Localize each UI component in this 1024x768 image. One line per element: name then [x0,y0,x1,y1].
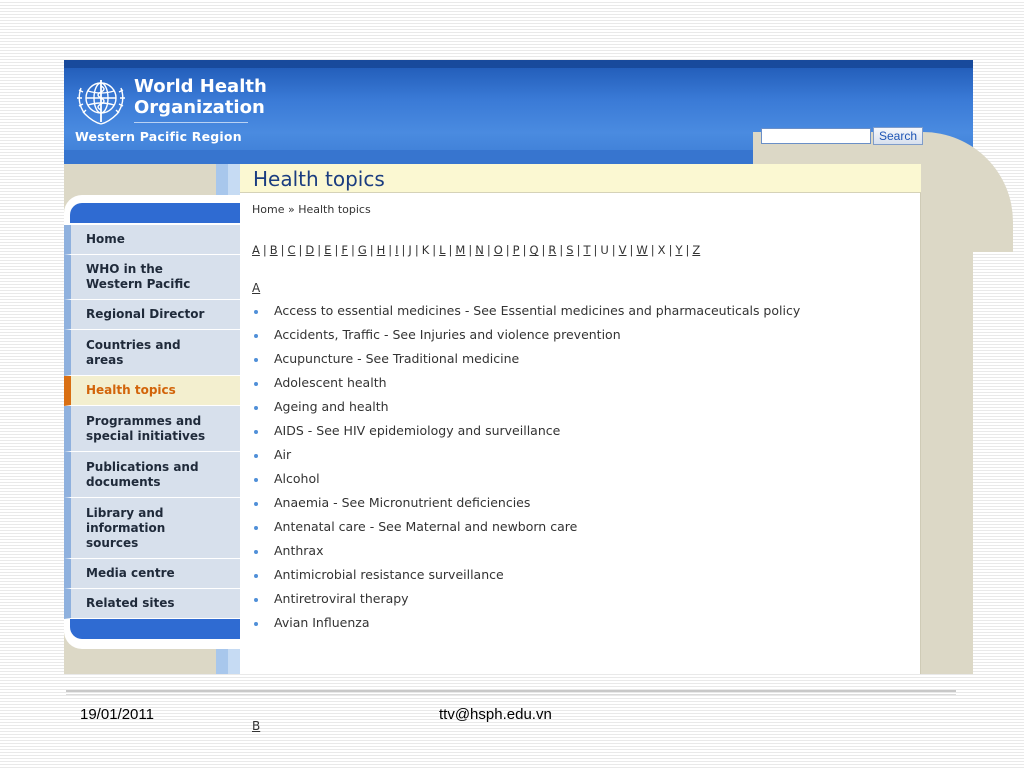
topic-link[interactable]: Antenatal care - See Maternal and newborn care [252,515,800,539]
letter-separator: | [298,243,303,257]
letter-separator: | [468,243,473,257]
letter-separator: | [448,243,453,257]
section-heading-a[interactable]: A [252,281,261,295]
letter-link-a[interactable]: A [252,243,260,257]
letter-link-y[interactable]: Y [675,243,683,257]
region-name: Western Pacific Region [75,129,242,144]
sidebar-item-health-topics[interactable]: Health topics [64,376,240,406]
letter-link-b[interactable]: B [269,243,278,257]
topic-link[interactable]: Antiretroviral therapy [252,587,800,611]
letter-link-h[interactable]: H [376,243,386,257]
topic-link[interactable]: AIDS - See HIV epidemiology and surveillance [252,419,800,443]
topic-link[interactable]: Alcohol [252,467,800,491]
letter-link-j: J [408,243,412,257]
sidebar-bottom-bar [70,619,240,639]
letter-link-f[interactable]: F [341,243,348,257]
letter-separator: | [414,243,419,257]
sidebar-item-media-centre[interactable]: Media centre [64,559,240,589]
topic-link[interactable]: Access to essential medicines - See Essential medicines and pharmaceuticals policy [252,299,800,323]
letter-separator: | [262,243,267,257]
topic-link[interactable]: Acupuncture - See Traditional medicine [252,347,800,371]
topic-link[interactable]: Anaemia - See Micronutrient deficiencies [252,491,800,515]
sidebar-item-programmes-and-special-initiatives[interactable]: Programmes and special initiatives [64,406,240,452]
letter-link-n[interactable]: N [475,243,484,257]
letter-separator: | [350,243,355,257]
letter-separator: | [685,243,690,257]
letter-link-w[interactable]: W [636,243,648,257]
letter-link-k: K [421,243,430,257]
footer-email: ttv@hsph.edu.vn [439,706,552,723]
section-heading-b[interactable]: B [252,719,261,733]
footer-divider [66,690,956,692]
sidebar-item-publications-and-documents[interactable]: Publications and documents [64,452,240,498]
sidebar-top-bar [70,203,240,223]
topic-link[interactable]: Avian Influenza [252,611,800,635]
organization-name[interactable]: World Health Organization [134,76,267,118]
letter-separator: | [629,243,634,257]
letter-separator: | [559,243,564,257]
topic-link[interactable]: Ageing and health [252,395,800,419]
topic-link[interactable]: Air [252,443,800,467]
sidebar-item-regional-director[interactable]: Regional Director [64,300,240,330]
letter-link-l[interactable]: L [439,243,446,257]
sidebar-item-library-and-information-sources[interactable]: Library and information sources [64,498,240,559]
letter-link-x: X [657,243,666,257]
topic-list [252,299,800,635]
letter-separator: | [401,243,406,257]
letter-separator: | [650,243,655,257]
letter-separator: | [486,243,491,257]
letter-separator: | [522,243,527,257]
letter-separator: | [317,243,322,257]
topic-link[interactable]: Anthrax [252,539,800,563]
sidebar-item-related-sites[interactable]: Related sites [64,589,240,619]
sidebar-item-home[interactable]: Home [64,225,240,255]
letter-link-p[interactable]: P [512,243,520,257]
letter-link-t[interactable]: T [583,243,591,257]
letter-separator: | [432,243,437,257]
who-emblem-icon[interactable] [73,72,129,128]
letter-link-e[interactable]: E [324,243,332,257]
search-input[interactable] [761,128,871,144]
letter-separator: | [388,243,393,257]
letter-separator: | [334,243,339,257]
letter-link-q[interactable]: Q [529,243,539,257]
sidebar-nav [64,225,240,619]
topic-link[interactable]: Adolescent health [252,371,800,395]
letter-separator: | [576,243,581,257]
breadcrumb[interactable]: Home » Health topics [252,203,371,216]
letter-separator: | [505,243,510,257]
sidebar-item-who-in-the-western-pacific[interactable]: WHO in the Western Pacific [64,255,240,300]
alphabet-index [252,243,700,257]
footer-date: 19/01/2011 [80,706,154,723]
letter-link-v[interactable]: V [618,243,627,257]
page-title: Health topics [253,167,385,191]
letter-separator: | [369,243,374,257]
letter-separator: | [668,243,673,257]
letter-separator: | [541,243,546,257]
letter-link-c[interactable]: C [287,243,296,257]
letter-link-s[interactable]: S [566,243,574,257]
topic-link[interactable]: Accidents, Traffic - See Injuries and violence prevention [252,323,800,347]
letter-separator: | [611,243,616,257]
letter-link-d[interactable]: D [305,243,315,257]
letter-link-g[interactable]: G [357,243,367,257]
sidebar-item-countries-and-areas[interactable]: Countries and areas [64,330,240,376]
letter-link-m[interactable]: M [455,243,466,257]
title-bar [240,164,921,193]
letter-link-i[interactable]: I [395,243,399,257]
topic-link[interactable]: Antimicrobial resistance surveillance [252,563,800,587]
letter-separator: | [593,243,598,257]
letter-link-z[interactable]: Z [692,243,701,257]
site-header [64,60,973,164]
letter-link-o[interactable]: O [493,243,503,257]
search-button[interactable]: Search [873,127,923,145]
letter-link-u: U [600,243,609,257]
letter-link-r[interactable]: R [548,243,557,257]
letter-separator: | [280,243,285,257]
